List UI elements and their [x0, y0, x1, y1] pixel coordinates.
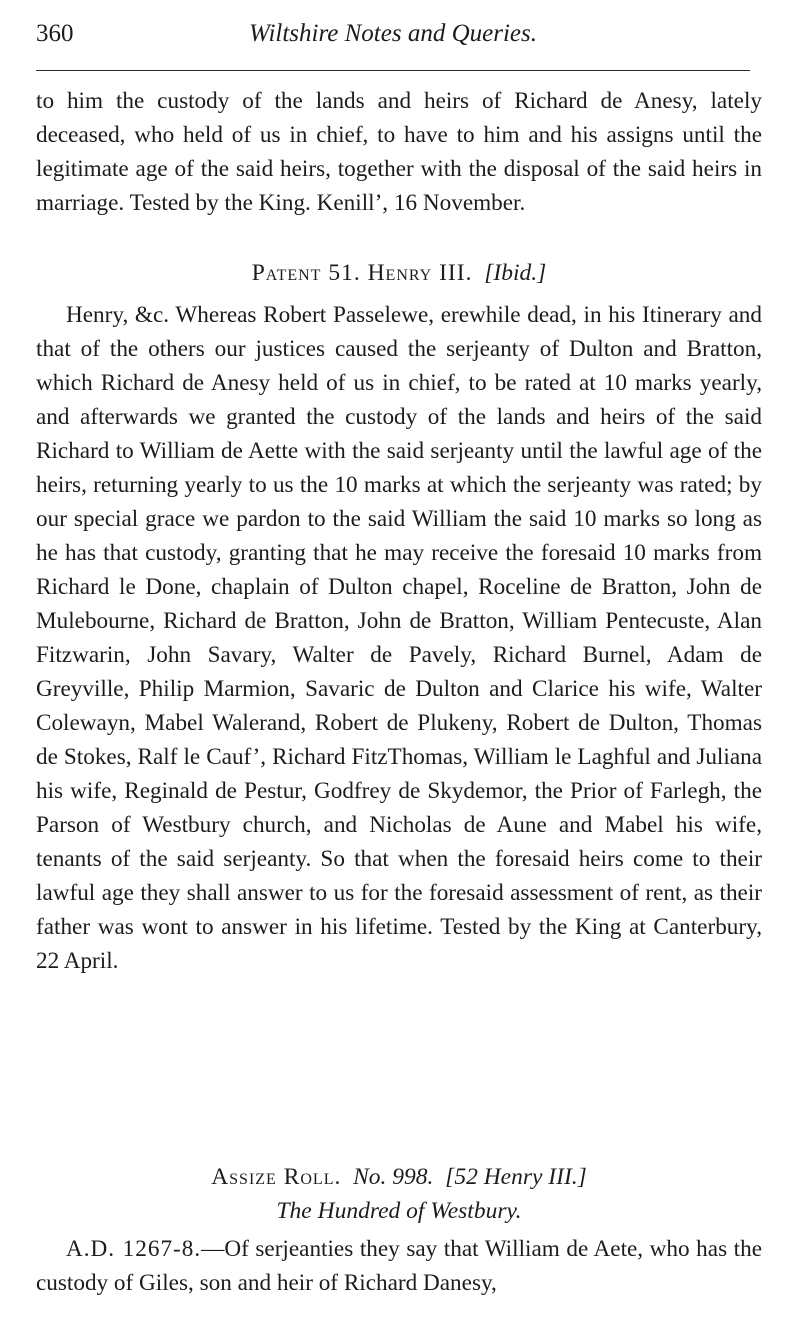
patent-title: Patent 51. Henry III.: [251, 260, 473, 286]
patent-heading: [36, 256, 762, 290]
assize-text: —Of serjeanties they say that William de Aete, who has the custody of Giles, son and heir of Richard Danesy,: [36, 1236, 762, 1296]
paragraph-patent-body: Henry, &c. Whereas Robert Passelewe, erewhile dead, in his Itinerary and that of the others our justices caused the serjeanty of Dulton and Bratton, which Richard de Anesy held of us in chief, to be rated at 10 marks yearly, and afterwards we granted the custody of the lands and heirs of the said Richard to William de Aette with the said serjeanty until the lawful age of the heirs, returning yearly to us the 10 marks at which the serjeanty was rated; by our special grace we pardon to the said William the said 10 marks so long as he has that custody, granting that he may receive the foresaid 10 marks from Richard le Done, chaplain of Dulton chapel, Roceline de Bratton, John de Mulebourne, Richard de Bratton, John de Bratton, William Pentecuste, Alan Fitzwarin, John Savary, Walter de Pavely, Richard Burnel, Adam de Greyville, Philip Marmion, Savaric de Dulton and Clarice his wife, Walter Colewayn, Mabel Walerand, Robert de Plukeny, Robert de Dulton, Thomas de Stokes, Ralf le Cauf’, Richard FitzThomas, William le Laghful and Juliana his wife, Reginald de Pestur, Godfrey de Skydemor, the Prior of Farlegh, the Parson of Westbury church, and Nicholas de Aune and Mabel his wife, tenants of the said serjeanty. So that when the foresaid heirs come to their lawful age they shall answer to us for the foresaid assessment of rent, as their father was wont to answer in his lifetime. Tested by the King at Canterbury, 22 April.: [36, 302, 762, 974]
assize-roll-label: Assize Roll.: [211, 1164, 342, 1190]
heading-patent-block: [36, 256, 762, 290]
paragraph-continuation: to him the custody of the lands and heirs of Richard de Anesy, lately deceased, who held of us in chief, to have to him and his assigns until the legitimate age of the said heirs, together with the disposal of the said heirs in marriage. Tested by the King. Kenill’, 16 November.: [36, 88, 762, 216]
assize-roll-number: No. 998.: [353, 1164, 434, 1190]
running-title: Wiltshire Notes and Queries.: [249, 20, 537, 47]
hundred-subheading: The Hundred of Westbury.: [276, 1198, 522, 1224]
text-block-2: [36, 298, 762, 978]
assize-roll-reign: [52 Henry III.]: [445, 1164, 587, 1190]
header-rule: [36, 70, 750, 71]
page-number: 360: [36, 20, 74, 47]
text-block-1: [36, 84, 762, 220]
paragraph-assize-body: [36, 1232, 762, 1300]
patent-source: [Ibid.]: [484, 260, 547, 286]
heading-assize-block: [36, 1160, 762, 1228]
text-block-3: [36, 1232, 762, 1300]
page-header: [36, 16, 750, 56]
assize-heading: [36, 1160, 762, 1194]
assize-date: A.D. 1267-8.: [66, 1236, 202, 1262]
